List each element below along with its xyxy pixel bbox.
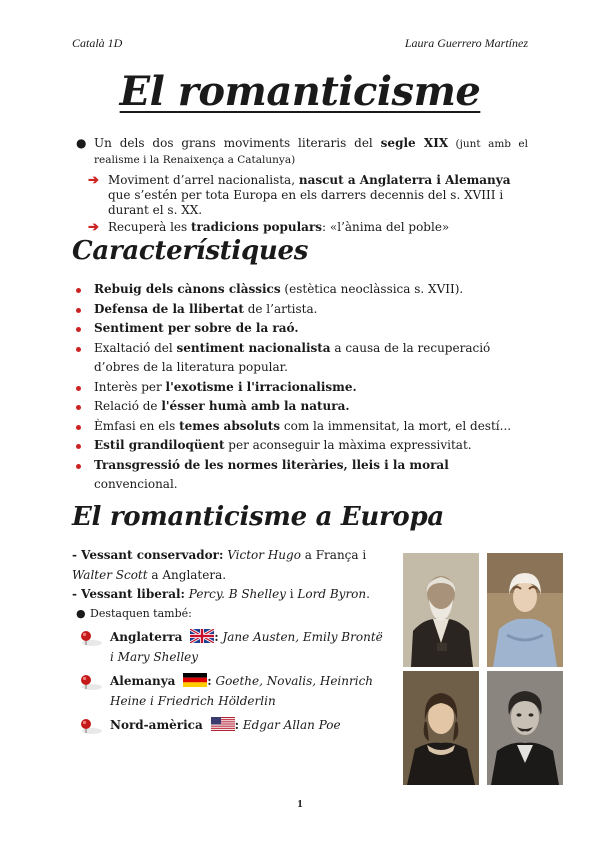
page-title: El romanticisme	[119, 68, 481, 115]
list-item: Sentiment per sobre de la raó.	[72, 319, 528, 339]
bullet-icon	[76, 347, 81, 352]
destaquen-item: ● Destaquen també:	[72, 605, 390, 623]
list-item: ➔ Moviment d’arrel nacionalista, nascut a Anglaterra i Alemanya que s’estén per tota Europa en els darrers decennis del s. XVIII i durant el s. XX.	[88, 173, 511, 217]
caracteristiques-list	[72, 280, 528, 495]
portrait-image	[403, 671, 479, 785]
list-item: Exaltació del sentiment nacionalista a causa de la recuperació d’obres de la literatura popular.	[72, 339, 528, 378]
country-item-anglaterra: Anglaterra : Jane Austen, Emily Brontë i Mary Shelley	[72, 627, 390, 667]
bullet-icon	[76, 444, 81, 449]
bullet-icon	[76, 386, 81, 391]
list-item: Transgressió de les normes literàries, lleis i la moral convencional.	[72, 456, 528, 495]
list-item: ➔ Recuperà les tradicions populars: «l’ànima del poble»	[88, 220, 450, 235]
arrow-icon: ➔	[88, 220, 99, 235]
section-heading-europa: El romanticisme a Europa	[72, 502, 444, 532]
germany-flag-icon	[183, 673, 207, 687]
section-heading-caracteristiques: Característiques	[72, 236, 309, 266]
bullet-icon	[76, 288, 81, 293]
list-item: Defensa de la llibertat de l’artista.	[72, 300, 528, 320]
country-item-alemanya: Alemanya : Goethe, Novalis, Heinrich Heine i Friedrich Hölderlin	[72, 671, 390, 711]
bullet-icon	[76, 464, 81, 469]
map-pin-icon	[78, 673, 104, 691]
intro-sublist	[72, 173, 528, 235]
list-item: Rebuig dels cànons clàssics (estètica neoclàssica s. XVII).	[72, 280, 528, 300]
uk-flag-icon	[190, 629, 214, 643]
usa-flag-icon	[211, 717, 235, 731]
page-number: 1	[297, 798, 303, 810]
intro-paragraph: Un dels dos grans moviments literaris del segle XIX (junt amb el realisme i la Renaixença a Catalunya)	[94, 136, 528, 166]
list-item: Interès per l'exotisme i l'irracionalisme.	[72, 378, 528, 398]
bullet-icon	[76, 405, 81, 410]
portrait-image	[487, 553, 563, 667]
header-author: Laura Guerrero Martínez	[404, 36, 528, 50]
bullet-icon	[76, 425, 81, 430]
bullet-icon: ●	[76, 606, 86, 620]
map-pin-icon	[78, 629, 104, 647]
europa-section	[72, 546, 390, 735]
list-item: Estil grandiloqüent per aconseguir la màxima expressivitat.	[72, 436, 528, 456]
map-pin-icon	[78, 717, 104, 735]
arrow-icon: ➔	[88, 173, 99, 188]
portrait-gallery	[403, 553, 563, 785]
header-course: Català 1D	[72, 36, 123, 50]
country-item-nord-america: Nord-amèrica : Edgar Allan Poe	[72, 715, 390, 735]
bullet-icon	[76, 327, 81, 332]
bullet-icon	[76, 308, 81, 313]
intro-section	[72, 136, 528, 237]
conservador-line: - Vessant conservador: Victor Hugo a França i Walter Scott a Anglatera.	[72, 548, 367, 582]
list-item: Relació de l'ésser humà amb la natura.	[72, 397, 528, 417]
bullet-icon: ●	[76, 136, 87, 150]
liberal-line: - Vessant liberal: Percy. B Shelley i Lord Byron.	[72, 587, 370, 601]
list-item: Èmfasi en els temes absoluts com la immensitat, la mort, el destí...	[72, 417, 528, 437]
portrait-image	[403, 553, 479, 667]
portrait-image	[487, 671, 563, 785]
